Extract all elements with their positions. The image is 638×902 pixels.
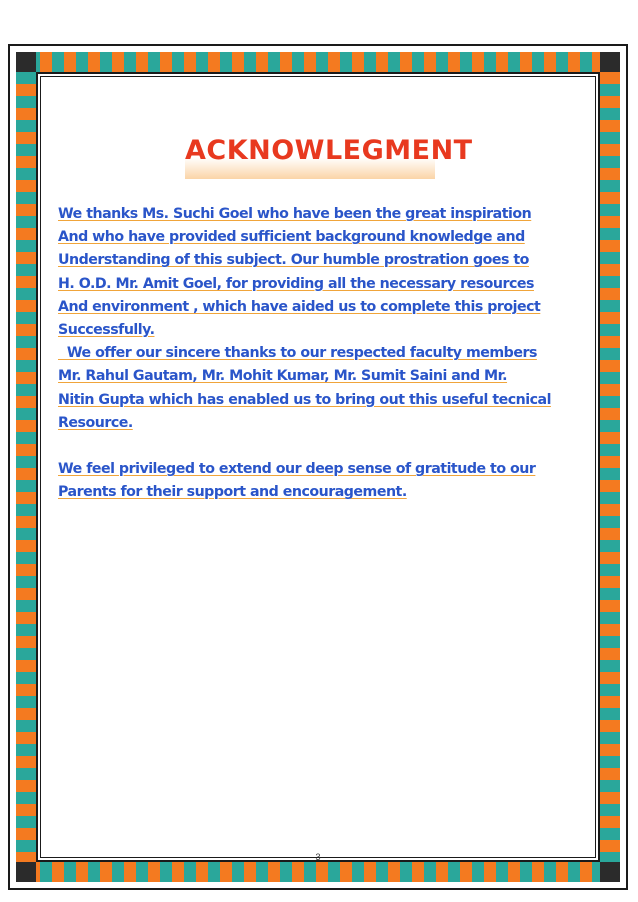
text-line: We offer our sincere thanks to our respected faculty members: [58, 345, 537, 362]
border-tile: [16, 324, 36, 336]
border-tile: [16, 516, 36, 528]
border-tile: [64, 52, 76, 72]
border-tile: [16, 264, 36, 276]
border-tile: [16, 96, 36, 108]
border-tile: [16, 708, 36, 720]
border-tile: [600, 276, 620, 288]
page-title: ACKNOWLEGMENT: [185, 131, 435, 179]
border-tile: [16, 816, 36, 828]
border-tile: [208, 52, 220, 72]
border-tile: [472, 862, 484, 882]
border-corner: [600, 862, 620, 882]
text-line: H. O.D. Mr. Amit Goel, for providing all the necessary resources: [58, 275, 534, 292]
border-tile: [160, 862, 172, 882]
border-tile: [16, 108, 36, 120]
border-tile: [16, 648, 36, 660]
border-tile: [600, 828, 620, 840]
border-tile: [600, 132, 620, 144]
border-tile: [600, 324, 620, 336]
border-tile: [600, 156, 620, 168]
border-tile: [40, 52, 52, 72]
border-tile: [388, 862, 400, 882]
border-tile: [600, 720, 620, 732]
border-tile: [160, 52, 172, 72]
border-tile: [16, 192, 36, 204]
border-tile: [424, 52, 436, 72]
border-tile: [16, 180, 36, 192]
border-tile: [16, 720, 36, 732]
border-tile: [400, 52, 412, 72]
border-tile: [16, 228, 36, 240]
border-tile: [64, 862, 76, 882]
border-tile: [600, 180, 620, 192]
border-tile: [16, 696, 36, 708]
border-tile: [352, 52, 364, 72]
border-tile: [484, 862, 496, 882]
text-line: We feel privileged to extend our deep sense of gratitude to our: [58, 461, 536, 478]
border-tile: [460, 52, 472, 72]
border-tile: [16, 384, 36, 396]
border-tile: [16, 756, 36, 768]
border-tile: [136, 52, 148, 72]
border-tile: [388, 52, 400, 72]
border-tile: [448, 862, 460, 882]
border-tile: [16, 528, 36, 540]
border-tile: [280, 862, 292, 882]
text-line: Successfully.: [58, 322, 155, 339]
border-tile: [600, 528, 620, 540]
border-tile: [600, 396, 620, 408]
border-tile: [376, 862, 388, 882]
border-tile: [16, 300, 36, 312]
border-tile: [16, 540, 36, 552]
border-corner: [16, 862, 36, 882]
border-tile: [112, 862, 124, 882]
border-tile: [88, 52, 100, 72]
border-tile: [340, 862, 352, 882]
border-tile: [76, 52, 88, 72]
border-tile: [268, 52, 280, 72]
border-tile: [292, 52, 304, 72]
border-tile: [556, 862, 568, 882]
border-tile: [600, 552, 620, 564]
border-tile: [16, 132, 36, 144]
border-tile: [16, 684, 36, 696]
text-line: We thanks Ms. Suchi Goel who have been the great inspiration: [58, 206, 532, 222]
border-tile: [304, 862, 316, 882]
border-tile: [600, 372, 620, 384]
border-tile: [16, 792, 36, 804]
border-tile: [172, 52, 184, 72]
border-tile: [436, 862, 448, 882]
border-tile: [600, 660, 620, 672]
border-corner: [16, 52, 36, 72]
border-tile: [580, 52, 592, 72]
border-tile: [600, 252, 620, 264]
border-tile: [580, 862, 592, 882]
border-tile: [148, 862, 160, 882]
border-tile: [600, 492, 620, 504]
border-tile: [600, 600, 620, 612]
border-tile: [508, 52, 520, 72]
border-tile: [412, 52, 424, 72]
border-tile: [220, 862, 232, 882]
border-tile: [600, 336, 620, 348]
border-tile: [600, 288, 620, 300]
border-tile: [196, 52, 208, 72]
border-tile: [316, 862, 328, 882]
border-tile: [544, 52, 556, 72]
border-tile: [16, 744, 36, 756]
border-tile: [568, 52, 580, 72]
text-line: Nitin Gupta which has enabled us to bring out this useful tecnical: [58, 391, 551, 408]
border-tile: [600, 564, 620, 576]
border-tile: [340, 52, 352, 72]
border-tile: [600, 408, 620, 420]
border-tile: [16, 372, 36, 384]
border-tile: [136, 862, 148, 882]
border-tile: [16, 732, 36, 744]
border-tile: [16, 660, 36, 672]
border-tile: [292, 862, 304, 882]
border-tile: [148, 52, 160, 72]
border-tile: [16, 828, 36, 840]
border-tile: [16, 72, 36, 84]
border-tile: [16, 360, 36, 372]
border-tile: [520, 862, 532, 882]
border-tile: [232, 52, 244, 72]
border-tile: [16, 144, 36, 156]
border-tile: [400, 862, 412, 882]
border-tile: [16, 672, 36, 684]
border-tile: [568, 862, 580, 882]
border-tile: [600, 840, 620, 852]
border-tile: [220, 52, 232, 72]
border-tile: [184, 862, 196, 882]
border-tile: [600, 384, 620, 396]
border-tile: [364, 862, 376, 882]
border-tile: [496, 52, 508, 72]
border-tile: [124, 862, 136, 882]
border-tile: [16, 204, 36, 216]
border-tile: [600, 588, 620, 600]
border-tile: [16, 852, 36, 862]
border-tile: [364, 52, 376, 72]
border-tile: [600, 120, 620, 132]
border-tile: [600, 456, 620, 468]
border-tile: [600, 672, 620, 684]
border-tile: [16, 768, 36, 780]
border-tile: [16, 456, 36, 468]
border-tile: [16, 156, 36, 168]
border-tile: [16, 804, 36, 816]
border-tile: [352, 862, 364, 882]
border-tile: [16, 336, 36, 348]
border-tile: [600, 540, 620, 552]
border-tile: [600, 768, 620, 780]
text-line: Parents for their support and encouragement.: [58, 484, 407, 501]
text-line: And who have provided sufficient background knowledge and: [58, 229, 525, 246]
border-tile: [256, 862, 268, 882]
border-tile: [600, 504, 620, 516]
border-tile: [112, 52, 124, 72]
border-tile: [16, 492, 36, 504]
border-tile: [16, 216, 36, 228]
border-tile: [16, 276, 36, 288]
border-tile: [600, 780, 620, 792]
border-tile: [16, 288, 36, 300]
border-tile: [16, 432, 36, 444]
border-tile: [484, 52, 496, 72]
border-tile: [600, 420, 620, 432]
border-tile: [436, 52, 448, 72]
border-tile: [600, 684, 620, 696]
border-tile: [600, 108, 620, 120]
border-tile: [52, 862, 64, 882]
border-tile: [328, 862, 340, 882]
border-tile: [16, 252, 36, 264]
border-tile: [16, 420, 36, 432]
border-tile: [232, 862, 244, 882]
border-tile: [40, 862, 52, 882]
acknowledgment-body: [58, 203, 603, 505]
border-tile: [16, 444, 36, 456]
border-tile: [16, 120, 36, 132]
paragraph-gap: [58, 435, 603, 458]
border-tile: [244, 52, 256, 72]
border-tile: [544, 862, 556, 882]
border-tile: [600, 360, 620, 372]
border-tile: [16, 600, 36, 612]
border-tile: [600, 312, 620, 324]
border-tile: [600, 612, 620, 624]
border-tile: [600, 204, 620, 216]
border-tile: [16, 840, 36, 852]
border-tile: [76, 862, 88, 882]
border-tile: [304, 52, 316, 72]
border-tile: [600, 744, 620, 756]
border-tile: [52, 52, 64, 72]
border-tile: [16, 552, 36, 564]
border-tile: [600, 240, 620, 252]
border-tile: [600, 168, 620, 180]
border-tile: [600, 96, 620, 108]
border-tile: [16, 348, 36, 360]
border-tile: [600, 648, 620, 660]
border-tile: [556, 52, 568, 72]
border-tile: [472, 52, 484, 72]
text-line: Mr. Rahul Gautam, Mr. Mohit Kumar, Mr. Sumit Saini and Mr.: [58, 368, 508, 385]
border-tile: [208, 862, 220, 882]
border-tile: [424, 862, 436, 882]
text-line: Understanding of this subject. Our humble prostration goes to: [58, 252, 529, 269]
border-tile: [600, 348, 620, 360]
border-tile: [496, 862, 508, 882]
border-tile: [532, 52, 544, 72]
border-tile: [16, 564, 36, 576]
text-line: And environment , which have aided us to complete this project: [58, 298, 541, 315]
text-line: Resource.: [58, 414, 133, 431]
border-tile: [600, 804, 620, 816]
border-tile: [16, 468, 36, 480]
border-tile: [600, 708, 620, 720]
border-tile: [600, 72, 620, 84]
border-tile: [600, 84, 620, 96]
border-tile: [600, 432, 620, 444]
border-tile: [600, 732, 620, 744]
border-tile: [16, 408, 36, 420]
border-tile: [600, 696, 620, 708]
border-tile: [600, 468, 620, 480]
border-tile: [16, 396, 36, 408]
border-tile: [600, 516, 620, 528]
border-tile: [600, 816, 620, 828]
border-tile: [100, 52, 112, 72]
border-tile: [600, 624, 620, 636]
border-tile: [244, 862, 256, 882]
border-tile: [600, 852, 620, 862]
border-tile: [16, 624, 36, 636]
border-tile: [600, 192, 620, 204]
border-tile: [256, 52, 268, 72]
border-tile: [16, 780, 36, 792]
border-tile: [16, 312, 36, 324]
border-tile: [460, 862, 472, 882]
border-tile: [600, 576, 620, 588]
page-number: 3: [315, 852, 321, 862]
border-tile: [172, 862, 184, 882]
border-tile: [316, 52, 328, 72]
border-tile: [600, 756, 620, 768]
border-tile: [184, 52, 196, 72]
border-tile: [16, 84, 36, 96]
border-tile: [520, 52, 532, 72]
border-tile: [88, 862, 100, 882]
border-tile: [448, 52, 460, 72]
border-tile: [600, 144, 620, 156]
border-tile: [280, 52, 292, 72]
border-tile: [16, 576, 36, 588]
border-tile: [16, 504, 36, 516]
border-tile: [412, 862, 424, 882]
border-tile: [508, 862, 520, 882]
border-tile: [196, 862, 208, 882]
border-tile: [16, 588, 36, 600]
border-tile: [532, 862, 544, 882]
border-tile: [16, 636, 36, 648]
border-tile: [600, 216, 620, 228]
border-tile: [16, 240, 36, 252]
border-tile: [268, 862, 280, 882]
border-tile: [124, 52, 136, 72]
border-tile: [16, 612, 36, 624]
border-tile: [600, 792, 620, 804]
border-tile: [600, 480, 620, 492]
border-tile: [600, 300, 620, 312]
border-tile: [600, 444, 620, 456]
border-tile: [16, 480, 36, 492]
border-tile: [600, 636, 620, 648]
border-tile: [328, 52, 340, 72]
border-tile: [16, 168, 36, 180]
border-tile: [100, 862, 112, 882]
border-tile: [376, 52, 388, 72]
border-tile: [600, 228, 620, 240]
border-tile: [600, 264, 620, 276]
border-corner: [600, 52, 620, 72]
